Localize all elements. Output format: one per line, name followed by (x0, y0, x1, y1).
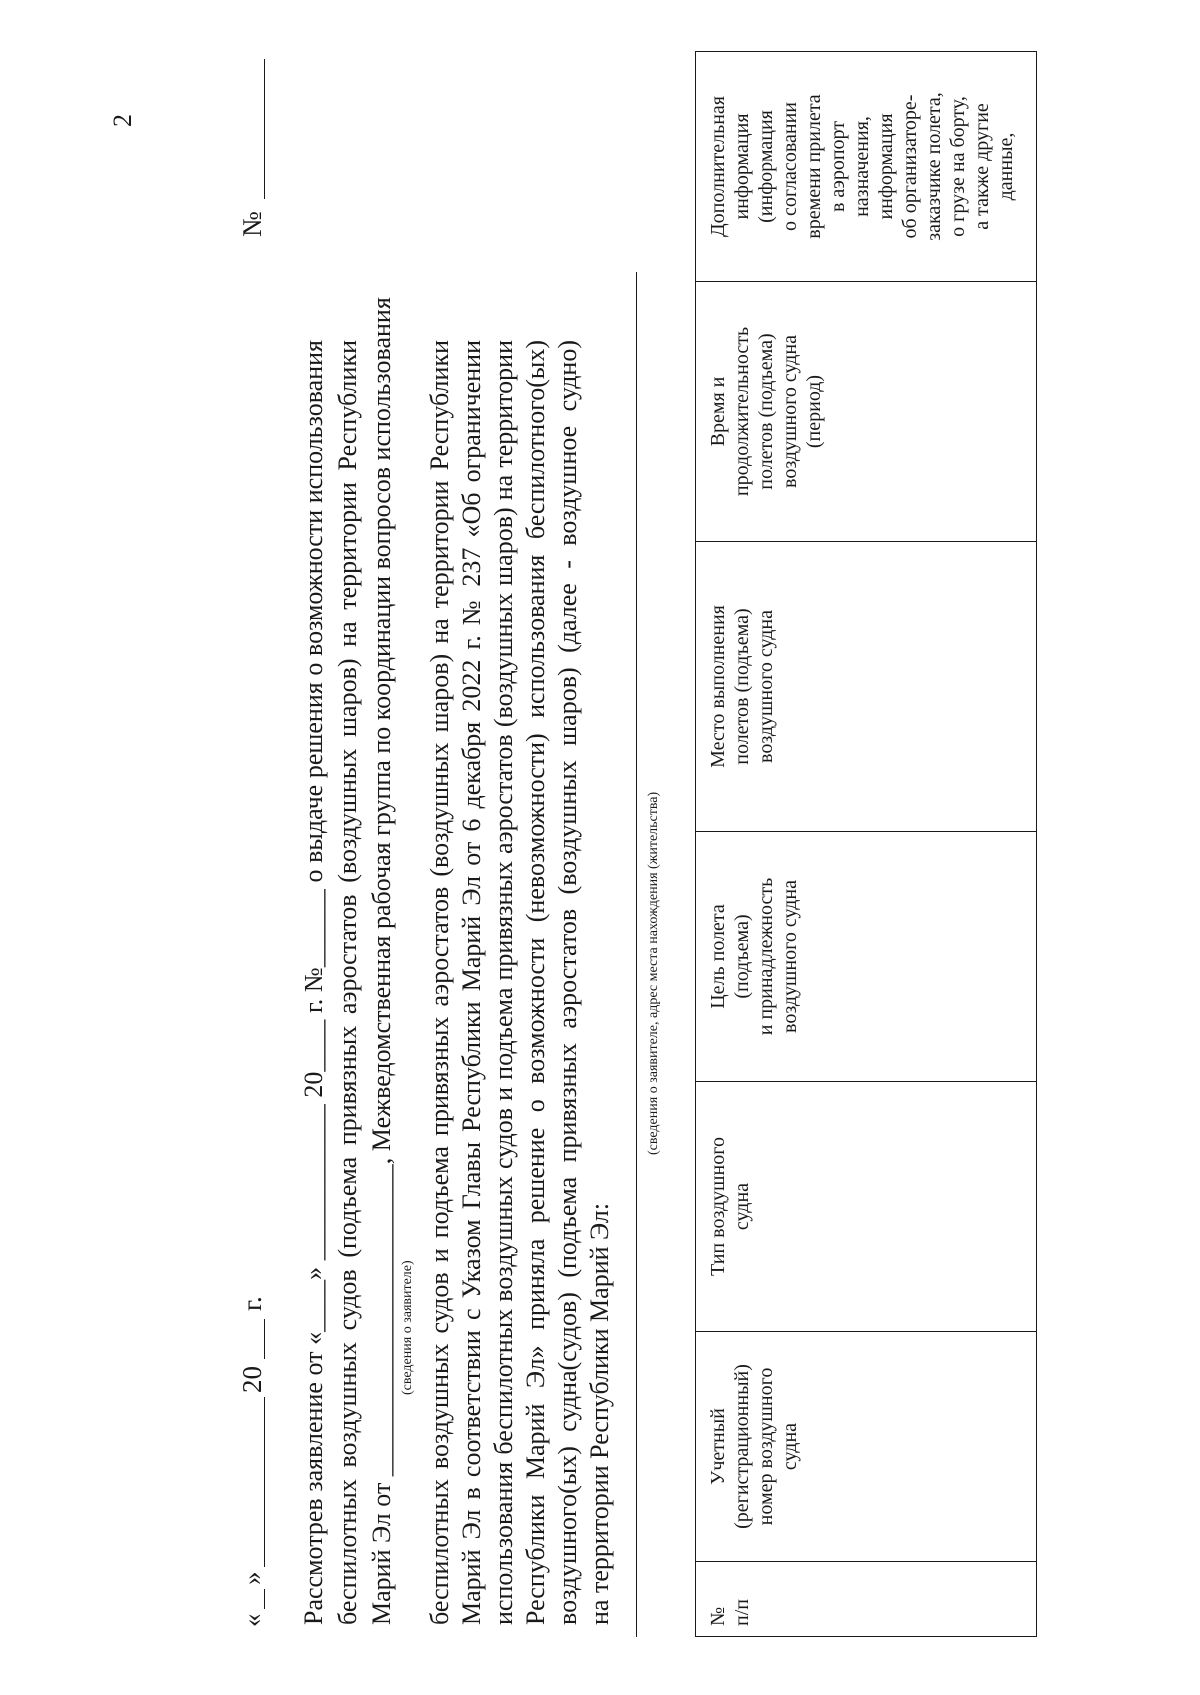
year-blank (264, 1319, 265, 1359)
col-purpose-header (696, 832, 1037, 1082)
paragraph1-line3: Марий Эл от ________________________, Межведомственная рабочая группа по координации вопросов использования (367, 297, 396, 1625)
col-place-label: Место выполнения полетов (подъема) воздушного судна (707, 605, 777, 768)
col-number-header (696, 1562, 1037, 1637)
col-additional-label: Дополнительная информация (информация о согласовании времени прилета в аэропорт назначения, информация об организаторе- заказчике полета, о грузе на борту, а также другие данные, (707, 92, 1017, 241)
paragraph2-line4: Республики Марий Эл» приняла решение о возможности (невозможности) использования беспилотного(ых) (521, 340, 550, 1625)
date-number-line (232, 47, 272, 1637)
year-suffix: г. (237, 1296, 267, 1311)
number-blank (264, 59, 265, 199)
flight-table (695, 51, 1037, 1637)
paragraph2-line2: Марий Эл в соответствии с Указом Главы Республики Марий Эл от 6 декабря 2022 г. № 237 «Об ограничении (457, 340, 486, 1625)
col-time-label: Время и продолжительность полетов (подъема) воздушного судна (период) (707, 326, 825, 497)
col-number-label: № п/п (707, 1599, 753, 1626)
table-header-row (696, 52, 1037, 1637)
col-registration-label: Учетный (регистрационный) номер воздушного судна (707, 1364, 801, 1529)
date-close-quote: » (237, 1571, 267, 1585)
year-prefix: 20 (237, 1366, 267, 1393)
month-blank (264, 1397, 265, 1567)
address-underline (636, 272, 637, 1637)
page-number: 2 (108, 114, 137, 127)
paragraph2-line1: беспилотных воздушных судов и подъема привязных аэростатов (воздушных шаров) на территории Республики (425, 340, 454, 1625)
paragraph2-line5: воздушного(ых) судна(судов) (подъема привязных аэростатов (воздушных шаров) (далее - воздушное судно) (553, 340, 582, 1625)
col-purpose-label: Цель полета (подъема) и принадлежность воздушного судна (707, 877, 801, 1036)
day-blank (264, 1589, 265, 1609)
col-additional-header (696, 52, 1037, 282)
date-open-quote: « (237, 1613, 267, 1627)
paragraph1-line1: Рассмотрев заявление от «____» ____________ 20____ г. №______ о выдаче решения о возможности использования (299, 340, 328, 1625)
col-registration-header (696, 1332, 1037, 1562)
col-place-header (696, 542, 1037, 832)
col-type-header (696, 1082, 1037, 1332)
caption-address: (сведения о заявителе, адрес места нахождения (жительства) (646, 791, 661, 1155)
col-time-header (696, 282, 1037, 542)
paragraph2-line6: на территории Республики Марий Эл: (585, 1202, 614, 1625)
paragraph1-line2: беспилотных воздушных судов (подъема привязных аэростатов (воздушных шаров) на территории Республики (333, 340, 362, 1625)
caption-applicant: (сведения о заявителе) (400, 1260, 415, 1395)
number-label: № (237, 211, 267, 237)
col-type-label: Тип воздушного судна (707, 1137, 753, 1276)
paragraph2-line3: использования беспилотных воздушных судов и подъема привязных аэростатов (воздушных шаров) на территории (489, 340, 518, 1625)
